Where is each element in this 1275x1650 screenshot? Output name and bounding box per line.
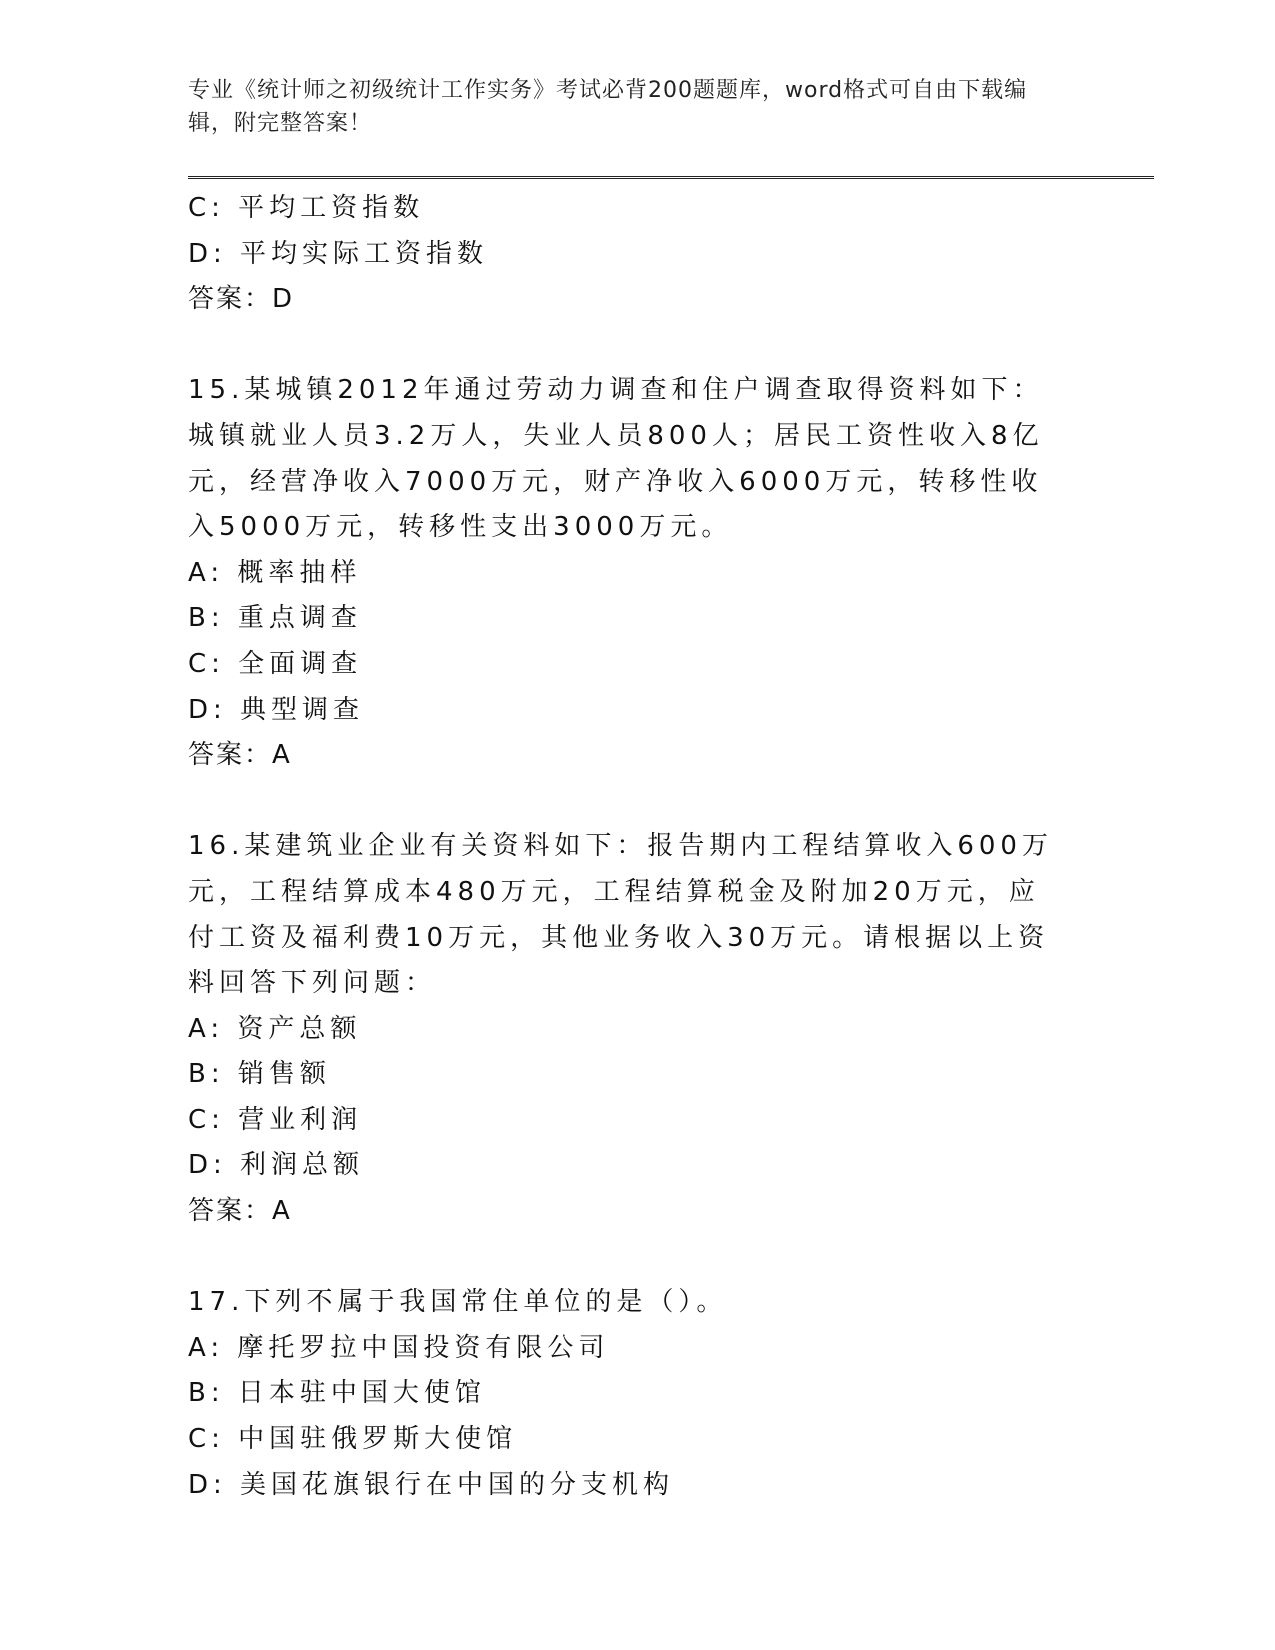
option-d: D: 平均实际工资指数: [188, 238, 489, 269]
option-d: D: 利润总额: [188, 1150, 365, 1181]
question-stem-17: 17.下列不属于我国常住单位的是（）。: [188, 1287, 728, 1318]
option-d: D: 美国花旗银行在中国的分支机构: [188, 1469, 675, 1500]
question-stem-15: 15.某城镇2012年通过劳动力调查和住户调查取得资料如下：城镇就业人员3.2万人，失业人员800人；居民工资性收入8亿元，经营净收入7000万元，财产净收入6000万元，转移性收入5000万元，转移性支出3000万元。: [188, 375, 1044, 543]
option-a: A: 摩托罗拉中国投资有限公司: [188, 1332, 610, 1363]
option-a: A: 概率抽样: [188, 557, 362, 588]
option-a: A: 资产总额: [188, 1013, 362, 1044]
spacer: [188, 323, 1088, 369]
option-d: D: 典型调查: [188, 694, 365, 725]
option-b: B: 日本驻中国大使馆: [188, 1378, 486, 1409]
option-c: C: 平均工资指数: [188, 193, 425, 223]
spacer: [188, 779, 1088, 825]
answer-text: 答案：A: [188, 1196, 292, 1227]
document-header: 专业《统计师之初级统计工作实务》考试必背200题题库，word格式可自由下载编辑，附完整答案！: [188, 78, 1028, 136]
question-stem-16: 16.某建筑业企业有关资料如下：报告期内工程结算收入600万元，工程结算成本480万元，工程结算税金及附加20万元，应付工资及福利费10万元，其他业务收入30万元。请根据以上资料回答下列问题：: [188, 831, 1053, 999]
option-c: C: 营业利润: [188, 1104, 363, 1135]
answer-text: 答案：D: [188, 284, 295, 315]
option-c: C: 中国驻俄罗斯大使馆: [188, 1424, 518, 1455]
option-b: B: 重点调查: [188, 603, 362, 634]
option-c: C: 全面调查: [188, 648, 363, 679]
header-divider: [188, 176, 1154, 179]
spacer: [188, 1235, 1088, 1281]
option-b: B: 销售额: [188, 1059, 331, 1090]
question-content: [188, 186, 1088, 1508]
answer-text: 答案：A: [188, 740, 292, 771]
